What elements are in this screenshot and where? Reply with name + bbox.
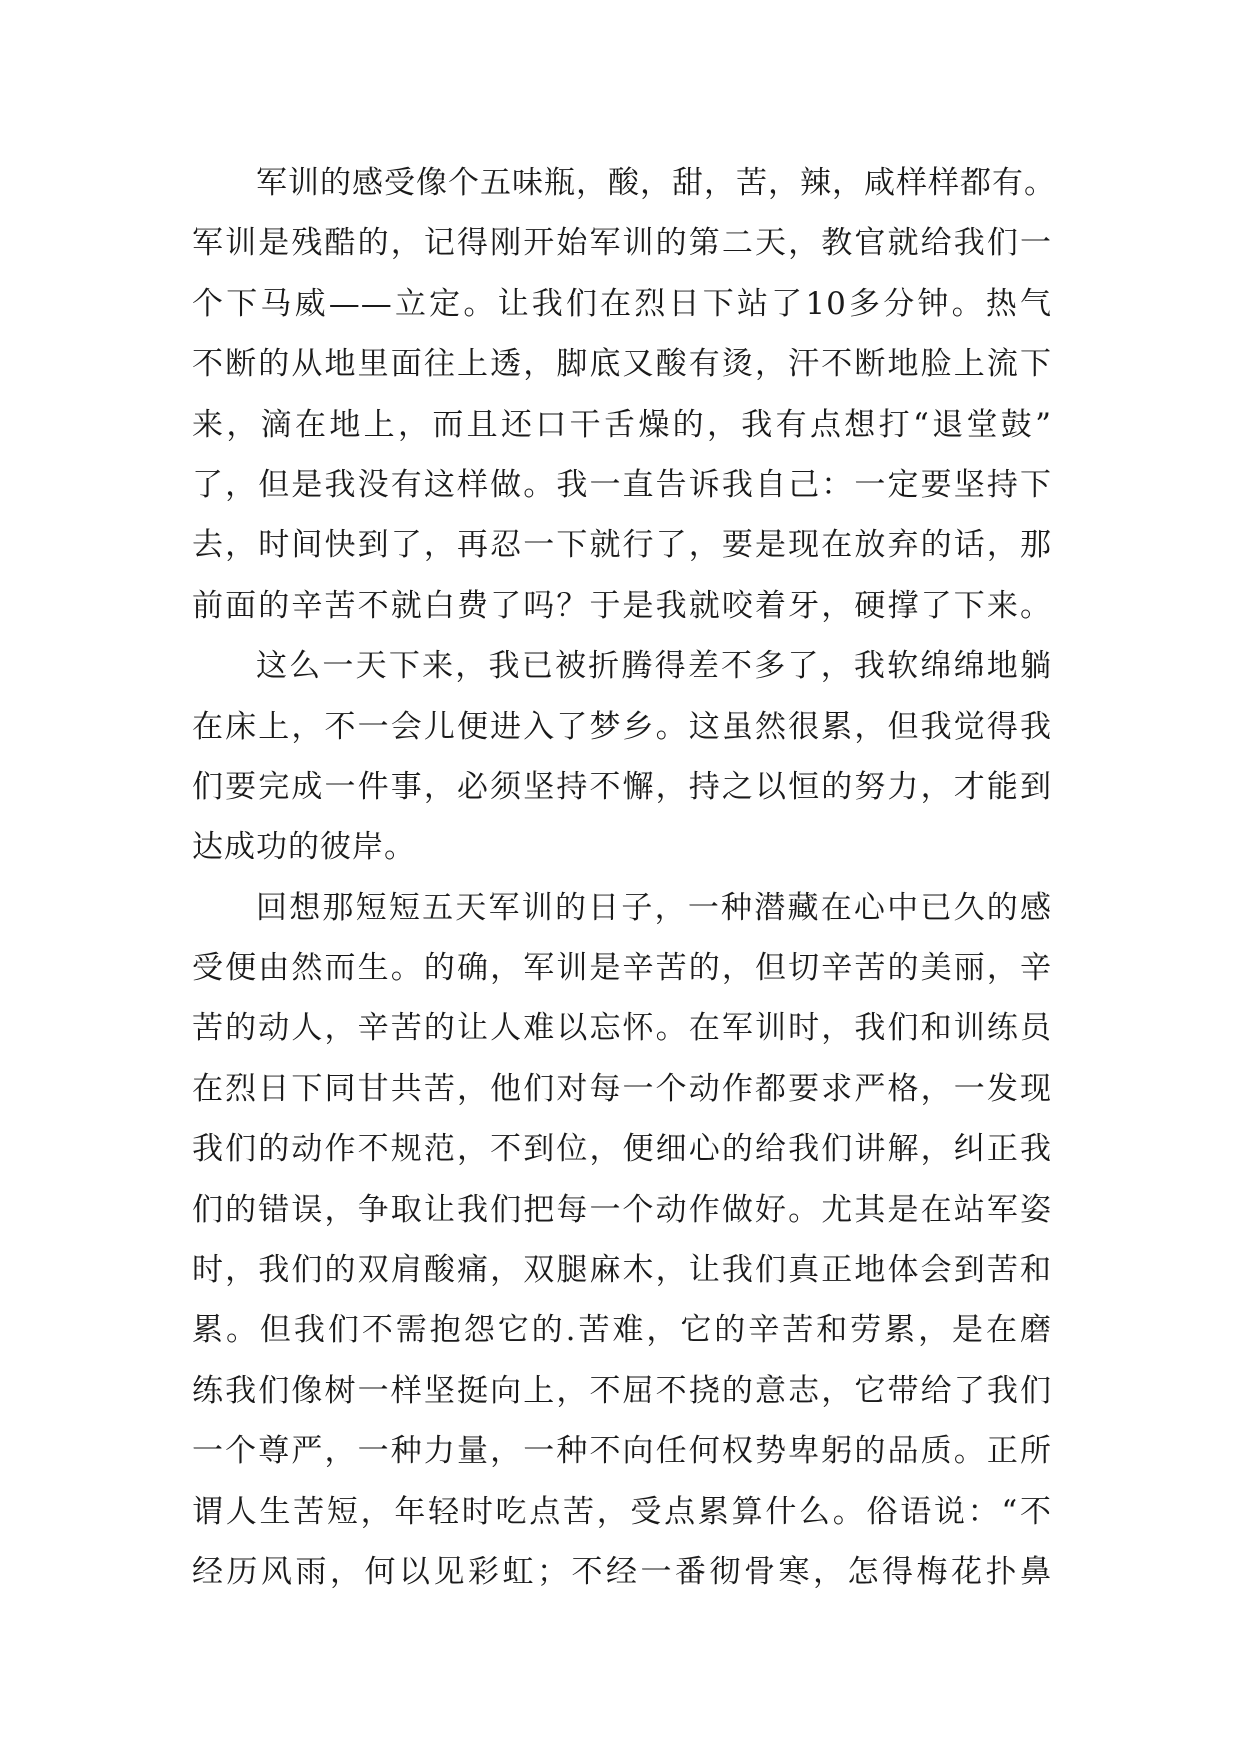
paragraph-1-line-2: 军训是残酷的，记得刚开始军训的第二天，教官就给我们一 [192, 225, 1052, 262]
paragraph-2-line-2: 在床上，不一会儿便进入了梦乡。这虽然很累，但我觉得我 [192, 708, 1052, 745]
paragraph-1-line-5: 来，滴在地上，而且还口干舌燥的，我有点想打“退堂鼓” [192, 406, 1052, 443]
paragraph-1-line-1: 军训的感受像个五味瓶，酸，甜，苦，辣，咸样样都有。 [256, 165, 1056, 201]
paragraph-1-line-3: 个下马威——立定。让我们在烈日下站了10多分钟。热气 [192, 285, 1052, 322]
document-body [192, 153, 1056, 1602]
paragraph-3-line-6: 们的错误，争取让我们把每一个动作做好。尤其是在站军姿 [192, 1191, 1052, 1228]
paragraph-3-line-8: 累。但我们不需抱怨它的.苦难，它的辛苦和劳累，是在磨 [192, 1312, 1052, 1349]
paragraph-1-line-8: 前面的辛苦不就白费了吗？于是我就咬着牙，硬撑了下来。 [192, 587, 1052, 624]
paragraph-3-line-3: 苦的动人，辛苦的让人难以忘怀。在军训时，我们和训练员 [192, 1010, 1052, 1047]
paragraph-1-line-4: 不断的从地里面往上透，脚底又酸有烫，汗不断地脸上流下 [192, 346, 1052, 383]
paragraph-3-line-9: 练我们像树一样坚挺向上，不屈不挠的意志，它带给了我们 [192, 1372, 1052, 1409]
paragraph-3-line-2: 受便由然而生。的确，军训是辛苦的，但切辛苦的美丽，辛 [192, 950, 1052, 987]
paragraph-2-line-4: 达成功的彼岸。 [192, 829, 416, 866]
paragraph-3-line-11: 谓人生苦短，年轻时吃点苦，受点累算什么。俗语说：“不 [192, 1493, 1052, 1530]
paragraph-3-line-10: 一个尊严，一种力量，一种不向任何权势卑躬的品质。正所 [192, 1433, 1052, 1470]
paragraph-2-line-1: 这么一天下来，我已被折腾得差不多了，我软绵绵地躺 [256, 648, 1052, 685]
paragraph-3-line-4: 在烈日下同甘共苦，他们对每一个动作都要求严格，一发现 [192, 1070, 1052, 1107]
paragraph-3-line-12: 经历风雨，何以见彩虹；不经一番彻骨寒，怎得梅花扑鼻 [192, 1553, 1052, 1590]
paragraph-1-line-7: 去，时间快到了，再忍一下就行了，要是现在放弃的话，那 [192, 527, 1052, 564]
paragraph-2-line-3: 们要完成一件事，必须坚持不懈，持之以恒的努力，才能到 [192, 768, 1052, 805]
paragraph-3-line-5: 我们的动作不规范，不到位，便细心的给我们讲解，纠正我 [192, 1131, 1052, 1168]
paragraph-3-line-1: 回想那短短五天军训的日子，一种潜藏在心中已久的感 [256, 889, 1052, 926]
paragraph-3-line-7: 时，我们的双肩酸痛，双腿麻木，让我们真正地体会到苦和 [192, 1252, 1052, 1289]
paragraph-1-line-6: 了，但是我没有这样做。我一直告诉我自己：一定要坚持下 [192, 466, 1052, 503]
